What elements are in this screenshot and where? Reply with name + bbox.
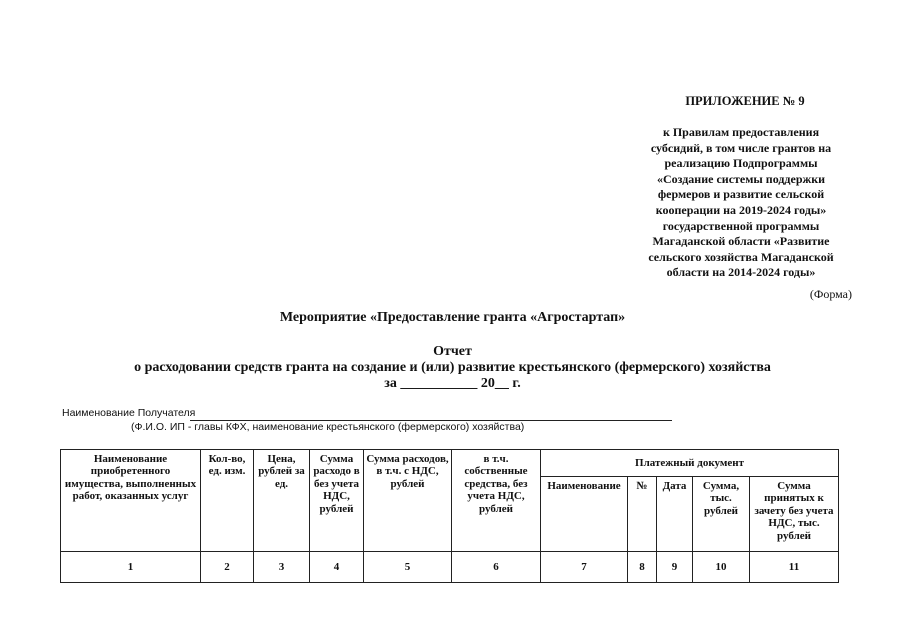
column-number: 7 [541, 552, 628, 583]
header-payment-document: Платежный документ [541, 450, 839, 477]
recipient-hint: (Ф.И.О. ИП - главы КФХ, наименование крестьянского (фермерского) хозяйства) [131, 421, 525, 433]
appendix-title: ПРИЛОЖЕНИЕ № 9 [685, 94, 805, 108]
recipient-label: Наименование Получателя [62, 407, 196, 419]
column-number: 3 [254, 552, 310, 583]
column-number: 11 [750, 552, 839, 583]
header-payment-date: Дата [657, 477, 693, 552]
column-numbers-row [61, 552, 839, 583]
report-title [0, 344, 905, 392]
column-number: 5 [364, 552, 452, 583]
header-payment-name: Наименование [541, 477, 628, 552]
column-number: 10 [693, 552, 750, 583]
report-title-line2: о расходовании средств гранта на создание и (или) развитие крестьянского (фермерского) хозяйства [134, 360, 771, 375]
header-price: Цена, рублей за ед. [254, 450, 310, 552]
header-quantity: Кол-во, ед. изм. [201, 450, 254, 552]
event-title: Мероприятие «Предоставление гранта «Агростартап» [279, 310, 626, 325]
column-number: 1 [61, 552, 201, 583]
column-number: 9 [657, 552, 693, 583]
header-own-funds: в т.ч. собственные средства, без учета НДС, рублей [452, 450, 541, 552]
column-number: 8 [628, 552, 657, 583]
column-number: 6 [452, 552, 541, 583]
header-accepted-sum: Сумма принятых к зачету без учета НДС, тыс. рублей [750, 477, 839, 552]
column-number: 2 [201, 552, 254, 583]
report-table [60, 449, 839, 583]
forma-label: (Форма) [809, 287, 852, 301]
table-header-row [61, 450, 839, 477]
header-payment-sum: Сумма, тыс. рублей [693, 477, 750, 552]
report-period-line: за ___________ 20__ г. [384, 376, 521, 391]
column-number: 4 [310, 552, 364, 583]
header-sum-with-vat: Сумма расходов, в т.ч. с НДС, рублей [364, 450, 452, 552]
appendix-text: к Правилам предоставления субсидий, в том числе грантов на реализацию Подпрограммы «Создание системы поддержки фермеров и развитие сельской кооперации на 2019-2024 годы» государственной программы Магаданской области «Развитие сельского хозяйства Магаданской области на 2014-2024 годы» [648, 125, 834, 280]
report-title-line1: Отчет [433, 344, 472, 359]
header-sum-without-vat: Сумма расходо в без учета НДС, рублей [310, 450, 364, 552]
header-payment-number: № [628, 477, 657, 552]
header-item-name: Наименование приобретенного имущества, выполненных работ, оказанных услуг [61, 450, 201, 552]
